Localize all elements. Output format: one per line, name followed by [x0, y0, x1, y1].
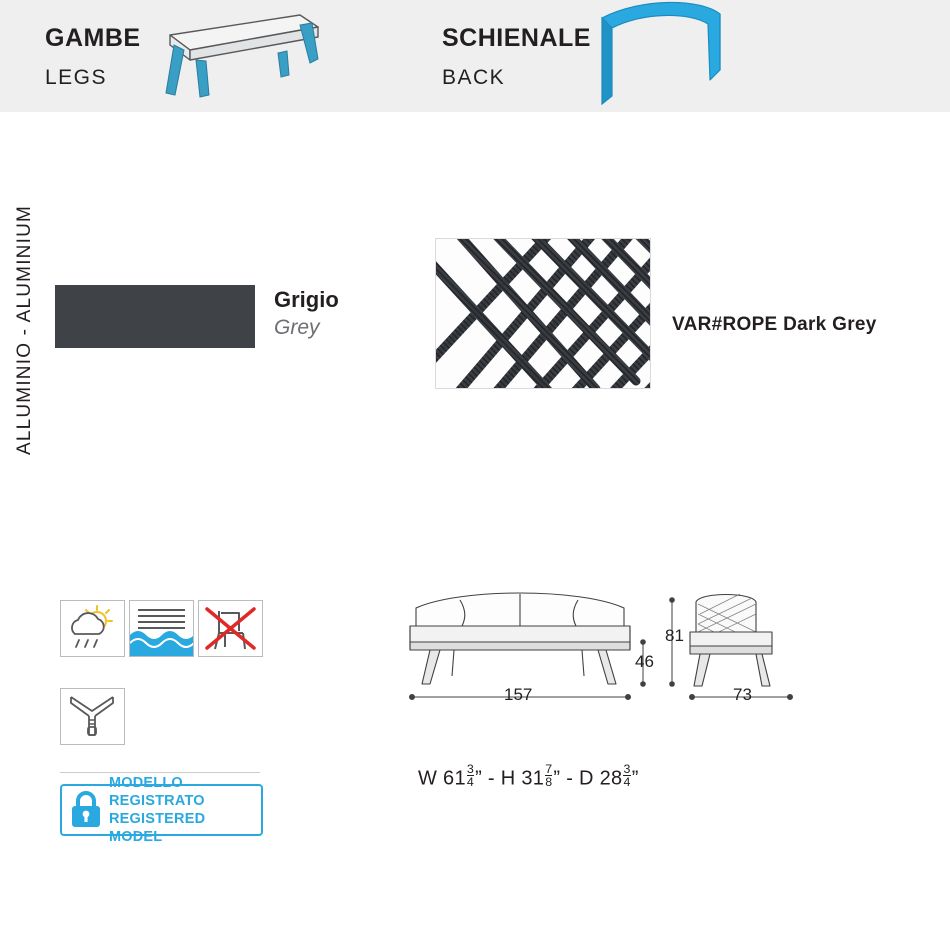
dim-depth-73: 73 — [733, 685, 752, 704]
dim-seat-height-46: 46 — [635, 652, 654, 671]
color-name-it: Grigio — [274, 287, 339, 312]
weather-resistant-icon — [60, 600, 125, 657]
imperial-depth-prefix: ” - D 28 — [553, 767, 623, 790]
imperial-dimensions — [418, 763, 639, 791]
lock-icon — [68, 790, 104, 830]
removable-cover-icon — [60, 688, 125, 745]
imperial-width-fraction: $\frac{3}{4}$ — [466, 762, 475, 790]
dim-width-157: 157 — [504, 685, 533, 704]
color-swatch-grigio — [55, 285, 255, 348]
no-stacking-icon — [198, 600, 263, 657]
imperial-suffix: ” — [631, 767, 639, 790]
bench-legs-icon — [150, 5, 330, 115]
imperial-depth-fraction: $\frac{3}{4}$ — [623, 762, 631, 790]
technical-drawings — [400, 580, 820, 745]
header-band — [0, 0, 950, 112]
imperial-height-prefix: ” - H 31 — [475, 767, 545, 790]
header-subtitle-back: BACK — [442, 66, 506, 89]
header-column-back — [430, 0, 950, 112]
imperial-width-prefix: W 61 — [418, 767, 466, 790]
material-vertical-label — [10, 185, 40, 475]
backrest-icon — [580, 0, 760, 117]
header-title-back: SCHIENALE — [442, 24, 591, 52]
header-column-legs — [0, 0, 430, 112]
registered-model-line-it: MODELLO REGISTRATO — [109, 775, 205, 809]
rope-sample-image — [435, 238, 651, 389]
registered-model-badge — [60, 775, 263, 845]
water-resistant-icon — [129, 600, 194, 657]
rope-variant-label: VAR#ROPE Dark Grey — [672, 314, 877, 335]
header-title-legs: GAMBE — [45, 24, 141, 52]
color-swatch-caption — [274, 286, 339, 342]
sofa-front-view — [410, 593, 630, 684]
registered-model-text — [109, 774, 261, 846]
sofa-side-view — [690, 594, 772, 686]
imperial-height-fraction: $\frac{7}{8}$ — [545, 762, 553, 790]
registered-model-divider — [60, 772, 260, 773]
color-name-en: Grey — [274, 316, 320, 339]
dim-total-height-81: 81 — [665, 626, 684, 645]
material-vertical-label-text: ALLUMINIO - ALUMINIUM — [14, 204, 36, 456]
header-subtitle-legs: LEGS — [45, 66, 108, 89]
registered-model-line-en: REGISTERED MODEL — [109, 811, 206, 845]
